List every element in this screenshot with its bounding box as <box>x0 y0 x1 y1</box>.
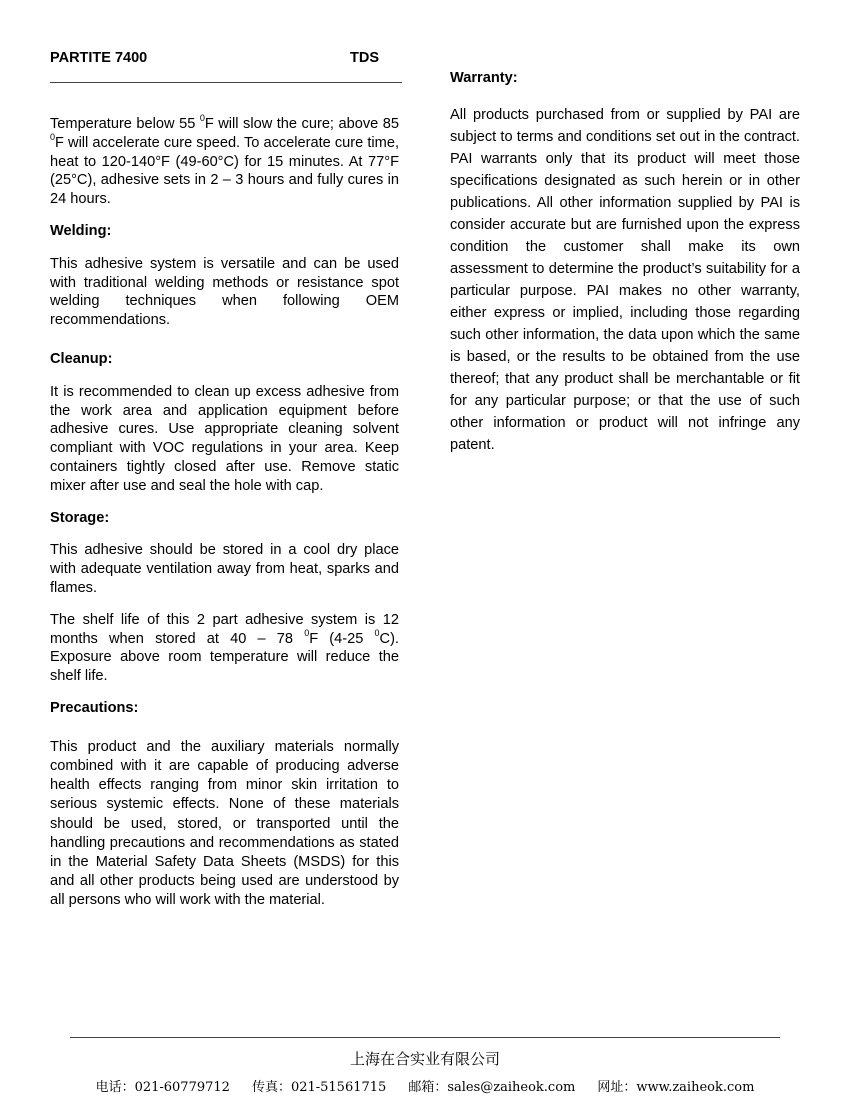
cure-text-2: F will slow the cure; above 85 <box>204 116 400 132</box>
storage-heading: Storage: <box>50 509 110 526</box>
footer-divider <box>70 1037 780 1038</box>
left-column <box>50 115 399 911</box>
product-name: PARTITE 7400 <box>50 50 148 66</box>
shelf-life-paragraph <box>50 611 399 686</box>
warranty-paragraph: All products purchased from or supplied by PAI are subject to terms and conditions set out in the contract. PAI warrants only that its product will meet those specifications designated as such herein or in other publications. All other information supplied by PAI is consider accurate but are furnished upon the express condition the customer shall make its own assessment to determine the product’s suitability for a particular purpose. PAI makes no other warranty, either express or implied, including those regarding such other information, the data upon which the same is based, or the results to be obtained from the use thereof; that any product shall be merchantable or fit for any particular purpose; or that the use of such other information or product will not infringe any patent. <box>450 107 800 453</box>
precautions-paragraph: This product and the auxiliary materials normally combined with it are capable of producing adverse health effects ranging from minor skin irritation to serious systemic effects. None of these materials should be used, stored, or transported until the handling precautions and recommendations as stated in the Material Safety Data Sheets (MSDS) for this and all other products being used are understood by all persons who will work with the material. <box>50 738 399 909</box>
header-divider <box>50 82 402 83</box>
right-column <box>450 67 800 456</box>
email-address: 邮箱：sales@zaiheok.com <box>408 1080 576 1095</box>
precautions-heading: Precautions: <box>50 699 139 716</box>
document-type: TDS <box>350 50 379 66</box>
shelf-life-text-1: The shelf life of this 2 part adhesive system is 12 months when stored at 40 – 78 <box>50 611 399 647</box>
welding-paragraph: This adhesive system is versatile and can be used with traditional welding methods or resistance spot welding techniques when following OEM recommendations. <box>50 255 399 329</box>
cure-temperature-paragraph <box>50 115 399 209</box>
phone-number: 电话：021-60779712 <box>95 1080 230 1095</box>
fax-number: 传真：021-51561715 <box>251 1080 387 1095</box>
cleanup-heading: Cleanup: <box>50 350 113 367</box>
superscript-degree: 0 <box>50 131 56 142</box>
warranty-heading: Warranty: <box>450 70 518 86</box>
superscript-degree: 0 <box>304 627 310 638</box>
welding-heading: Welding: <box>50 222 112 239</box>
shelf-life-text-2: F (4-25 <box>309 630 375 647</box>
shelf-life-text-3: C). Exposure above room temperature will reduce the shelf life. <box>50 630 399 685</box>
contact-line <box>0 1076 850 1095</box>
cleanup-paragraph: It is recommended to clean up excess adhesive from the work area and application equipment before adhesive cures. Use appropriate cleaning solvent compliant with VOC regulations in your area. Keep containers tightly closed after use. Remove static mixer after use and seal the hole with cap. <box>50 383 399 494</box>
storage-paragraph: This adhesive should be stored in a cool dry place with adequate ventilation away from heat, sparks and flames. <box>50 542 399 596</box>
website-address: 网址：www.zaiheok.com <box>597 1080 755 1095</box>
superscript-degree: 0 <box>374 627 380 638</box>
cure-text-1: Temperature below 55 <box>50 116 200 132</box>
superscript-degree: 0 <box>199 113 205 123</box>
cure-text-3: F will accelerate cure speed. To accelerate cure time, heat to 120-140°F (49-60°C) for 15 minutes. At 77°F (25°C), adhesive sets in 2 – 3 hours and fully cures in 24 hours. <box>50 134 399 208</box>
company-name: 上海在合实业有限公司 <box>349 1050 500 1068</box>
